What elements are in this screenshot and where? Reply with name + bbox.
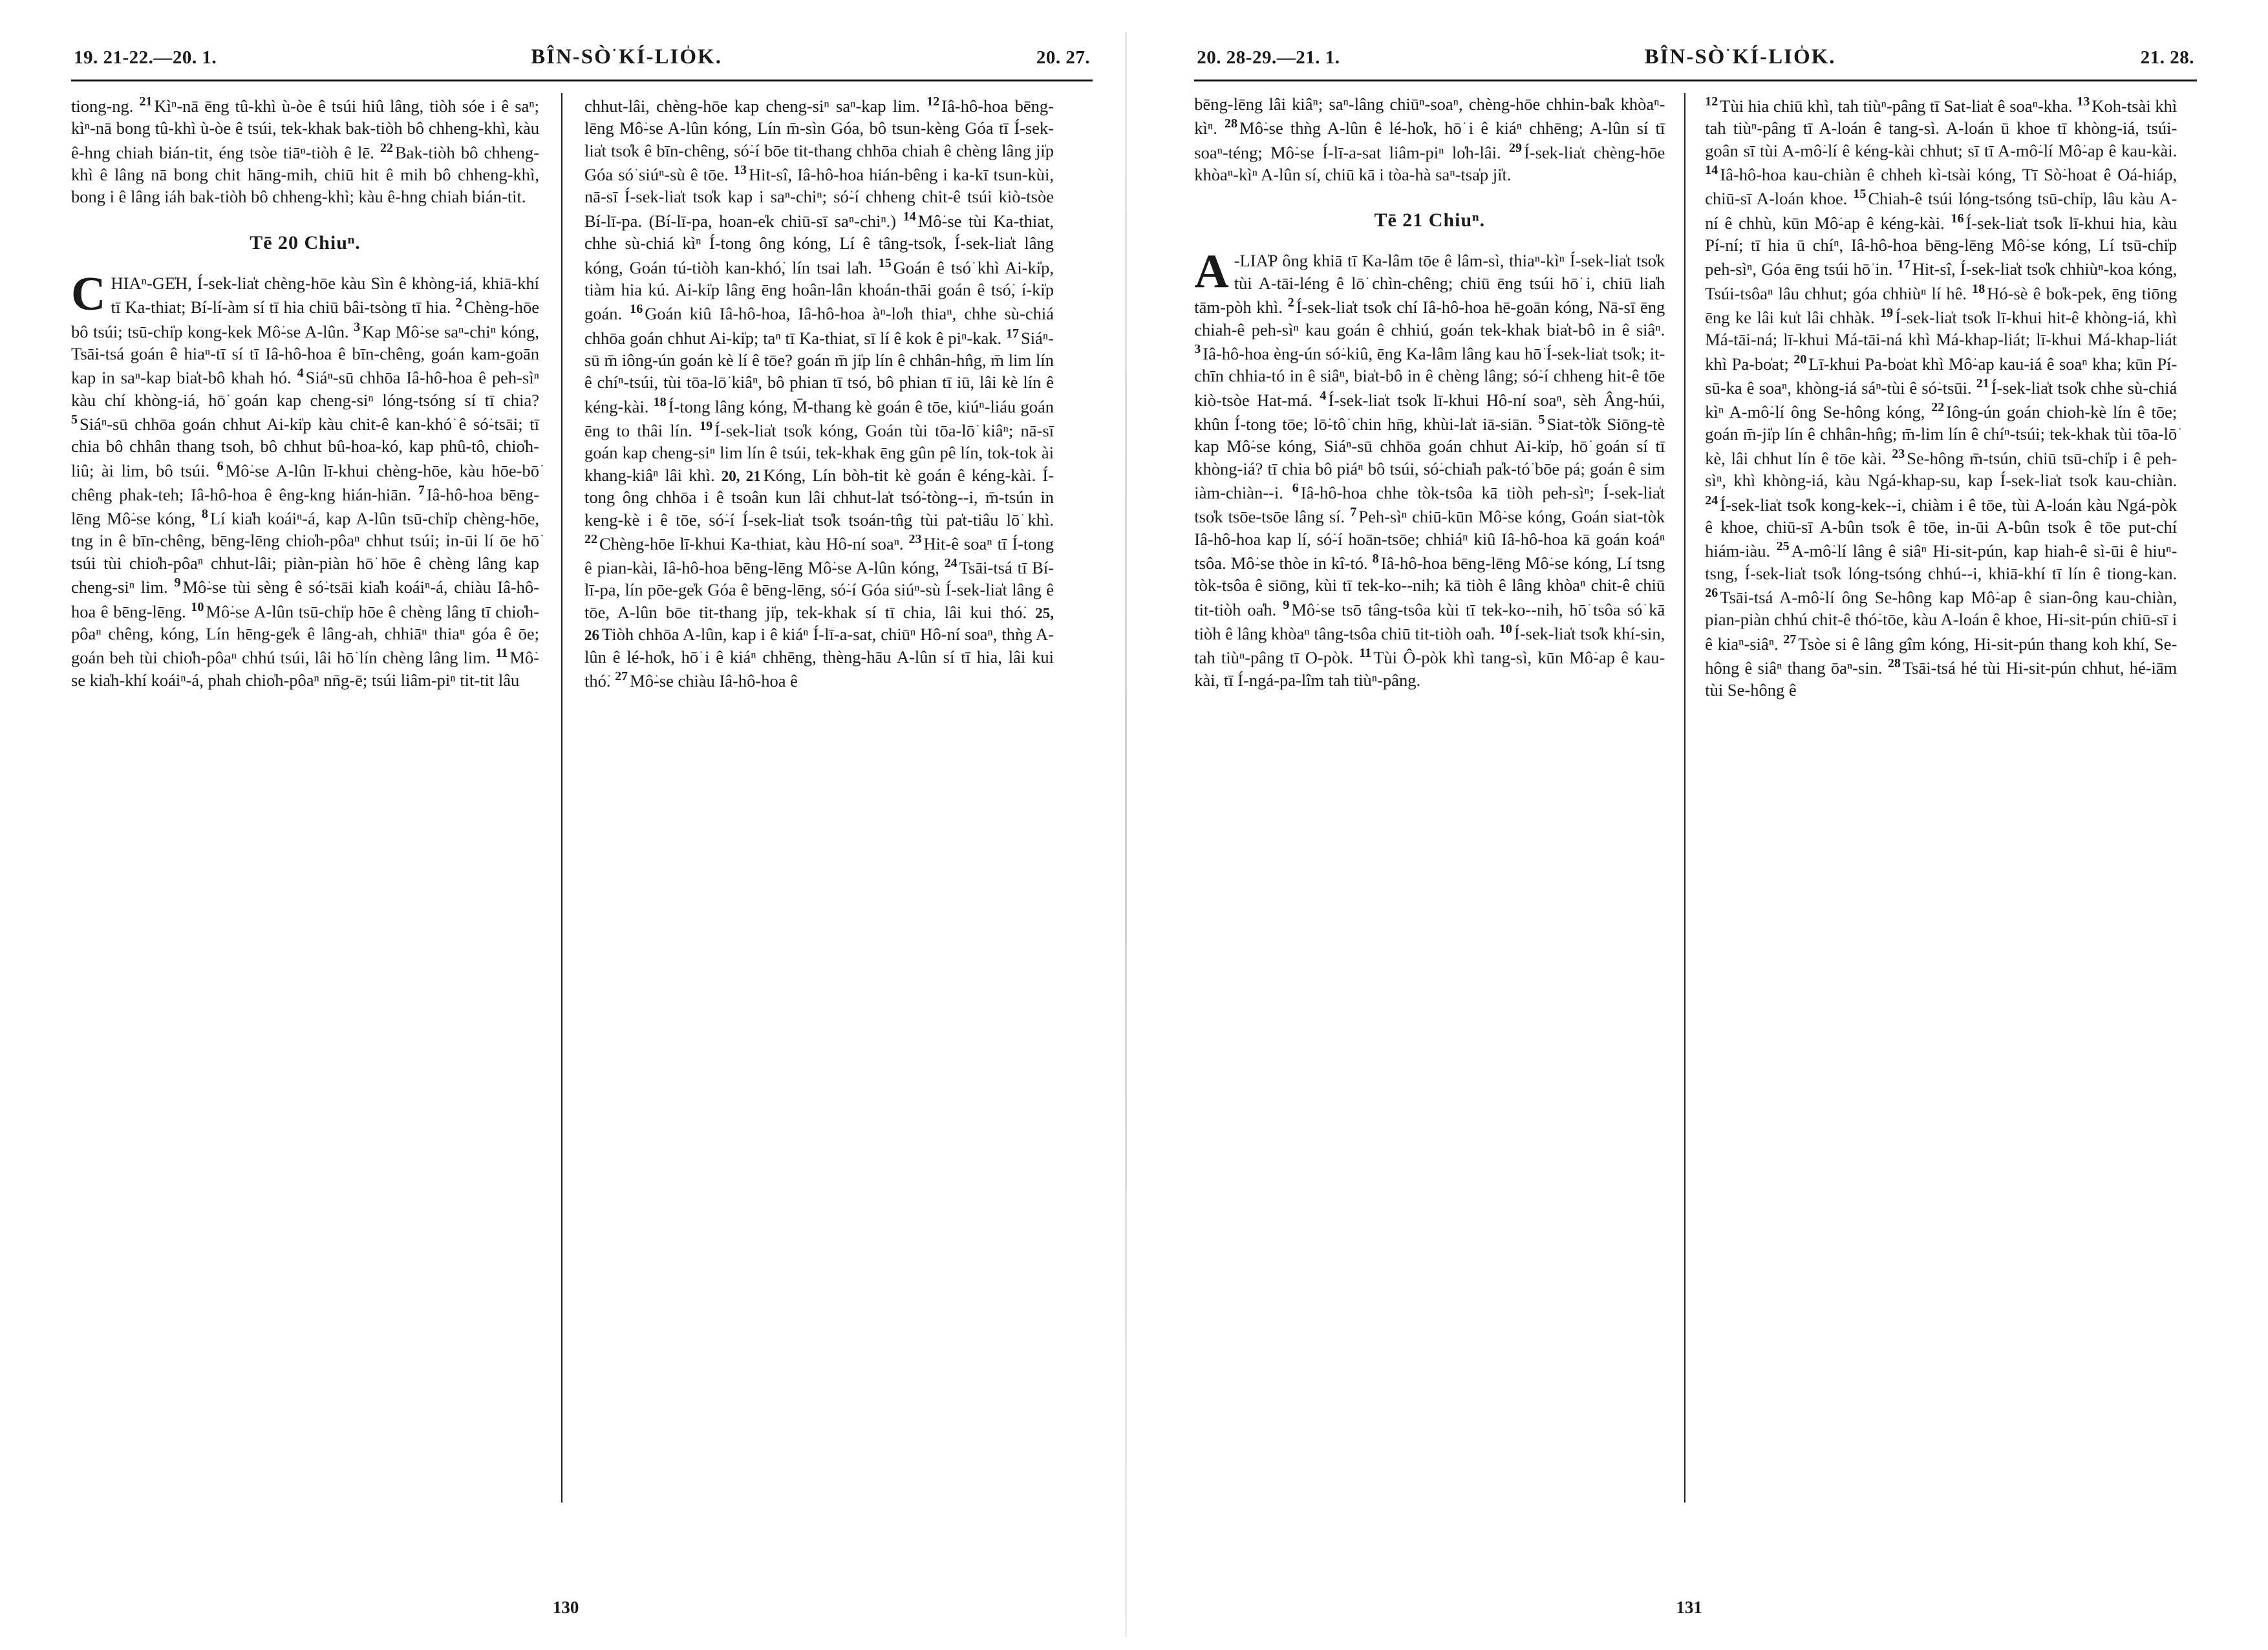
- paragraph: [1194, 245, 1665, 691]
- verse-number-6: 6: [217, 458, 224, 473]
- right-page-number: 131: [1676, 1598, 1702, 1617]
- verse-number-10: 10: [1499, 622, 1512, 637]
- right-column-2: [1685, 93, 2177, 1503]
- verse-text-11: Mô͘-se kia̍h-khí koáiⁿ-á, phah chio̍h-pôaⁿ nn̄g-ē; tsúi liâm-piⁿ tit-tit lâu: [71, 648, 539, 690]
- verse-text-23: Se-hông m̄-tsún, chiū tsū-chi̍p i ê peh-sìⁿ, khì khòng-iá, kàu Ngá-khap-su, kap Í-sek-lia̍t tso̍k kau-chiàn.: [1705, 448, 2177, 491]
- verse-number-5: 5: [71, 412, 78, 427]
- left-page: [39, 45, 1118, 1624]
- verse-text-3: Kap Mô͘-se saⁿ-chiⁿ kóng, Tsāi-tsá goán ê hiaⁿ-tī sí tī Iâ-hô-hoa ê bīn-chêng, goán kam-goān kap in saⁿ-kap bia̍t-bô khah hó.: [71, 321, 540, 388]
- verse-number-7: 7: [418, 482, 425, 497]
- verse-number-12: 12: [926, 94, 940, 109]
- verse-text-24: Í-sek-lia̍t tso̍k kong-kek--i, chiàm i ê tōe, tùi A-loán kàu Ngá-pòk ê khoe, chiū-sī A-bûn tso̍k ê tōe, in-ūi A-bûn tso̍k ê tōe put-chí hiám-iàu.: [1705, 495, 2177, 561]
- verse-text-22: Iông-ún goán chioh-kè lín ê tōe; goán m̄-ji̍p lín ê chhân-hn̂g; m̄-lim lín ê chíⁿ-tsúi; tek-khak tùi tōa-lō͘ kè, lâi chhut lín ê tōe kài.: [1705, 402, 2177, 468]
- paragraph: [1194, 93, 1665, 186]
- verse-text-23: Hit-ê soaⁿ tī Í-tong ê pian-kài, Iâ-hô-hoa bēng-lēng Mô͘-se A-lûn kóng,: [584, 533, 1054, 578]
- verse-text-21: Í-sek-lia̍t tso̍k chhe sù-chiá kìⁿ A-mô͘-lí ông Se-hông kóng,: [1705, 378, 2177, 422]
- verse-text-14: Iâ-hô-hoa kau-chiàn ê chheh kì-tsài kóng, Tī Sò͘-hoat ê Oá-hiáp, chiū-sī A-loán khoe.: [1705, 164, 2177, 209]
- verse-number-14: 14: [1705, 163, 1718, 178]
- left-head-title: BÎN-SÒ͘ KÍ-LIO̍K.: [531, 45, 722, 69]
- verse-text-12: Iâ-hô-hoa bēng-lēng Mô͘-se A-lûn kóng, Lín m̄-sìn Góa, bô tsun-kèng Góa tī Í-sek-lia̍t tso̍k ê bīn-chêng, só͘-í bōe tit-thang chhōa chiah ê chèng lâng ji̍p Góa só͘ siúⁿ-sù ê tōe.: [584, 96, 1054, 184]
- verse-number-25: 25: [1776, 539, 1790, 554]
- right-head-reference: 20. 28-29.—21. 1.: [1197, 47, 1340, 68]
- verse-number-25-26: 25, 26: [584, 605, 1054, 644]
- verse-number-21: 21: [1976, 376, 1989, 391]
- paragraph: [71, 267, 540, 691]
- verse-text-28: Tsāi-tsá hé tùi Hi-sit-pún chhut, hé-iām tùi Se-hông ê: [1705, 658, 2177, 700]
- verse-text-6: Mô͘-se A-lûn lī-khui chèng-hōe, kàu hōe-bō͘ chêng phak-teh; Iâ-hô-hoa ê êng-kng hián-hiān.: [71, 460, 540, 504]
- verse-text-4: Siáⁿ-sū chhōa Iâ-hô-hoa ê peh-sìⁿ kàu chí khòng-iá, hō͘ goán kap cheng-siⁿ lóng-tsóng sí tī chia?: [71, 368, 539, 410]
- verse-text-5: Siat-tò̍k Siōng-tè kap Mô͘-se kóng, Siáⁿ-sū chhōa goán chhut Ai-ki̍p, hō͘ goán sí tī khòng-iá? tī chia bô piáⁿ bô tsúi, só͘-chia̍h pa̍k-tó͘ bōe pá; goán ê sim iàm-chiàn--i.: [1194, 414, 1665, 502]
- verse-text-17: Hit-sî, Í-sek-lia̍t tso̍k chhiùⁿ-koa kóng, Tsúi-tsôaⁿ lâu chhut; góa chhiùⁿ lí hê.: [1705, 259, 2177, 303]
- verse-text-19: Í-sek-lia̍t tso̍k lī-khui hit-ê khòng-iá, khì Má-tāi-ná; lī-khui Má-tāi-ná khì Má-khap-liát; lī-khui Má-khap-liát khì Pa-bo̍at;: [1705, 307, 2177, 374]
- verse-number-11: 11: [495, 646, 508, 661]
- verse-text-13: Koh-tsài khì tah tiùⁿ-pâng tī A-loán ê tang-sì. A-loán ū khoe tī khòng-iá, tsúi-goân sī tùi A-mô͘-lí ê kéng-kài chhut; sī tī A-mô͘-lí Mô͘-ap ê kau-kài.: [1705, 96, 2177, 160]
- verse-number-5: 5: [1538, 412, 1545, 427]
- verse-text-20: Lī-khui Pa-bo̍at khì Mô͘-ap kau-iá ê soaⁿ kha; kūn Pí-sū-ka ê soaⁿ, khòng-iá sáⁿ-tùi ê só͘-tsūi.: [1705, 354, 2177, 398]
- right-page: [1149, 45, 2229, 1624]
- verse-number-23: 23: [908, 531, 922, 546]
- verse-text-1: -LIA̍P ông khiā tī Ka-lâm tōe ê lâm-sì, thiaⁿ-kìⁿ Í-sek-lia̍t tso̍k tùi A-tāi-léng ê lō͘ chìn-chêng; chiū ēng tsúi hō͘ i, chiū lia̍h tām-pòh khì.: [1194, 251, 1665, 317]
- verse-number-3: 3: [1194, 341, 1201, 356]
- drop-cap: A: [1194, 245, 1229, 299]
- verse-number-4: 4: [1320, 388, 1327, 403]
- verse-number-22: 22: [584, 531, 597, 546]
- verse-text-11: Tùi Ô-pòk khì tang-sì, kūn Mô͘-ap ê kau-kài, tī Í-ngá-pa-lîm tah tiùⁿ-pâng.: [1194, 648, 1665, 690]
- verse-text-7: Peh-sìⁿ chiū-kūn Mô͘-se kóng, Goán siat-tòk Iâ-hô-hoa kap lí, só͘-í hoān-tsōe; chhiáⁿ kiû Iâ-hô-hoa kā goán koáⁿ tsôa. Mô͘-se thòe in kî-tó.: [1194, 507, 1665, 573]
- left-head-reference-right: 20. 27.: [1036, 47, 1091, 68]
- verse-text-25: A-mô͘-lí lâng ê siâⁿ Hi-sit-pún, kap hiah-ê sì-ūi ê hiuⁿ-tsng, Í-sek-lia̍t tso̍k lóng-tsóng chhú--i, khiā-khí tī lín ê tiong-kan.: [1705, 541, 2177, 583]
- verse-number-17: 17: [1005, 326, 1019, 341]
- drop-cap: C: [71, 267, 106, 321]
- verse-text-12: Tùi hia chiū khì, tah tiùⁿ-pâng tī Sat-lia̍t ê soaⁿ-kha.: [1720, 96, 2073, 116]
- verse-number-2: 2: [455, 295, 462, 310]
- verse-number-10: 10: [191, 599, 204, 614]
- left-page-number: 130: [552, 1598, 579, 1617]
- left-head-reference: 19. 21-22.—20. 1.: [74, 47, 217, 68]
- verse-text-2: Chèng-hōe bô tsúi; tsū-chi̍p kong-kek Mô͘-se A-lûn.: [71, 297, 539, 341]
- verse-number-8: 8: [1372, 552, 1379, 566]
- verse-text-29: Í-sek-lia̍t chèng-hōe khòaⁿ-kìⁿ A-lûn sí, chiū kā i tòa-hà saⁿ-tsa̍p ji̍t.: [1194, 142, 1665, 184]
- verse-number-28: 28: [1887, 656, 1901, 670]
- right-head-title: BÎN-SÒ͘ KÍ-LIO̍K.: [1644, 45, 1836, 69]
- verse-text-5: Siáⁿ-sū chhōa goán chhut Ai-ki̍p kàu chit-ê kan-khó͘ ê só͘-tsāi; tī chia bô chhân thang tsoh, bô chhut bû-hoa-kó, kap phû-tô, chio̍h-liû; ài lim, bô tsúi.: [71, 414, 539, 480]
- left-column-1: [71, 93, 562, 1503]
- verse-number-19: 19: [700, 418, 713, 433]
- verse-number-15: 15: [1853, 187, 1867, 202]
- verse-number-20: 20: [1793, 352, 1807, 367]
- verse-number-13: 13: [733, 163, 747, 178]
- verse-text-28: Mô͘-se thǹg A-lûn ê lé-ho̍k, hō͘ i ê kiáⁿ chhēng; A-lûn sí tī soaⁿ-téng; Mô͘-se Í-lī-a-sat liâm-piⁿ lo̍h-lâi.: [1194, 118, 1665, 162]
- verse-number-26: 26: [1705, 585, 1718, 600]
- verse-number-24: 24: [1705, 493, 1718, 508]
- verse-text-25-26: Tiòh chhōa A-lûn, kap i ê kiáⁿ Í-lī-a-sat, chiūⁿ Hô-ní soaⁿ, thǹg A-lûn ê lé-ho̍k, hō͘ i ê kiáⁿ chhēng, thèng-hāu A-lûn sí tī hia, lâi kui thó͘.: [584, 625, 1054, 691]
- right-running-head: [1194, 45, 2197, 81]
- verse-text-17: Siáⁿ-sū m̄ iông-ún goán kè lí ê tōe? goán m̄ ji̍p lín ê chhân-hn̂g, m̄ lim lín ê chíⁿ-tsúi, tùi tōa-lō͘ kiâⁿ, bô phian tī tsó, bô phian tī iū, lâi kè lín ê kéng-kài.: [584, 328, 1054, 416]
- continuation-text: bēng-lēng lâi kiâⁿ; saⁿ-lâng chiūⁿ-soaⁿ, chèng-hōe chhin-ba̍k khòaⁿ-kìⁿ.: [1194, 94, 1665, 138]
- left-running-head: [71, 45, 1093, 81]
- verse-text-15: Chiah-ê tsúi lóng-tsóng tsū-chi̍p, lâu kàu A-ní ê chhù, kūn Mô͘-ap ê kéng-kài.: [1705, 189, 2177, 233]
- verse-text-24: Tsāi-tsá tī Bí-lī-pa, lín pōe-ge̍k Góa ê bēng-lēng, só͘-í Góa siúⁿ-sù Í-sek-lia̍t lâng ê tōe, A-lûn bōe tit-thang ji̍p, tek-khak sí tī chia, lâi kui thó͘.: [584, 558, 1054, 622]
- verse-number-12: 12: [1705, 94, 1718, 109]
- right-column-1: [1194, 93, 1685, 1503]
- verse-number-22: 22: [1931, 400, 1945, 415]
- verse-number-2: 2: [1287, 295, 1294, 310]
- verse-number-27: 27: [615, 669, 628, 684]
- verse-number-8: 8: [201, 507, 208, 522]
- paragraph: [1705, 93, 2177, 702]
- verse-text-15: Goán ê tsó͘ khì Ai-ki̍p, tiàm hia kú. Ai-ki̍p lâng ēng hoân-lân khoán-thāi goán ê tsó͘, í-ki̍p goán.: [584, 257, 1054, 324]
- verse-text-26: Tsāi-tsá A-mô͘-lí ông Se-hông kap Mô͘-ap ê sian-ông kau-chiàn, pian-piàn chhú chit-ê thó͘-tōe, kàu A-loán ê khoe, Hi-sit-pún chiū-sī i ê kiaⁿ-siâⁿ.: [1705, 587, 2177, 654]
- verse-text-4: Í-sek-lia̍t tso̍k lī-khui Hô-ní soaⁿ, sèh Âng-húi, khûn Í-tong tōe; lō͘-tô͘ chin hn̄g, khùi-la̍t iā-siān.: [1194, 390, 1665, 434]
- verse-text-13: Hit-sî, Iâ-hô-hoa hián-bêng i ka-kī tsun-kùi, nā-sī Í-sek-lia̍t tso̍k kap i saⁿ-chiⁿ; só͘-í chheng chit-ê tsúi kiò-tsòe Bí-lī-pa. (Bí-lī-pa, hoan-e̍k chiū-sī saⁿ-chiⁿ.): [584, 164, 1054, 231]
- verse-number-6: 6: [1292, 481, 1299, 496]
- verse-number-15: 15: [878, 255, 892, 270]
- verse-text-16: Í-sek-lia̍t tso̍k lī-khui hia, kàu Pí-ní; tī hia ū chíⁿ, Iâ-hô-hoa bēng-lēng Mô͘-se kóng, Lí tsū-chi̍p peh-sìⁿ, Góa ēng tsúi hō͘ in.: [1705, 213, 2177, 279]
- chapter-heading-20: Tē 20 Chiuⁿ.: [250, 231, 361, 253]
- left-columns: [71, 93, 1093, 1503]
- verse-text-10: Mô͘-se A-lûn tsū-chi̍p hōe ê chèng lâng tī chio̍h-pôaⁿ chêng, kóng, Lín hēng-ge̍k ê lâng-ah, chhiāⁿ thiaⁿ góa ê ōe; goán beh tùi chio̍h-pôaⁿ chhú tsúi, lâi hō͘ lín chèng lâng lim.: [71, 601, 540, 668]
- verse-number-19: 19: [1880, 305, 1894, 320]
- verse-number-14: 14: [903, 209, 916, 224]
- verse-text-22: Bak-tiòh bô chheng-khì ê lâng nā bong chit hāng-mih, chiū hit ê mih bô chheng-khì, bong i ê lâng iáh bak-tiòh bô chheng-khì; kàu ê-hng chiah bián-tit.: [71, 142, 539, 207]
- verse-text-10: Í-sek-lia̍t tso̍k khí-sin, tah tiùⁿ-pâng tī O-pòk.: [1194, 623, 1665, 668]
- chapter-heading-21: Tē 21 Chiuⁿ.: [1374, 209, 1486, 231]
- verse-text-2: Í-sek-lia̍t tso̍k chí Iâ-hô-hoa hē-goān kóng, Nā-sī ēng chiah-ê peh-sìⁿ kau goán ê chhiú, goán tek-khak bia̍t-bô in ê siâⁿ.: [1194, 297, 1665, 339]
- verse-number-18: 18: [653, 394, 667, 409]
- verse-text-7: Iâ-hô-hoa bēng-lēng Mô͘-se kóng,: [71, 484, 539, 529]
- verse-number-7: 7: [1350, 505, 1357, 520]
- verse-text-18: Í-tong lâng kóng, M̄-thang kè goán ê tōe, kiúⁿ-liáu goán ēng to thâi lín.: [584, 396, 1054, 440]
- verse-text-27: Tsòe si ê lâng gîm kóng, Hi-sit-pún thang koh khí, Se-hông ê siâⁿ thang ōaⁿ-sin.: [1705, 634, 2177, 678]
- verse-number-18: 18: [1972, 281, 1985, 296]
- right-head-reference-right: 21. 28.: [2140, 47, 2194, 68]
- verse-text-6: Iâ-hô-hoa chhe tòk-tsôa kā tiòh peh-sìⁿ; Í-sek-lia̍t tso̍k tsōe-tsōe lâng sí.: [1194, 482, 1665, 527]
- verse-number-4: 4: [297, 366, 304, 381]
- verse-text-16: Goán kiû Iâ-hô-hoa, Iâ-hô-hoa àⁿ-lo̍h thiaⁿ, chhe sù-chiá chhōa goán chhut Ai-ki̍p; taⁿ tī Ka-thiat, sī lí ê kok ê piⁿ-kak.: [584, 304, 1054, 348]
- verse-number-3: 3: [354, 319, 361, 334]
- verse-text-27: Mô͘-se chiàu Iâ-hô-hoa ê: [630, 671, 798, 691]
- verse-number-16: 16: [630, 302, 643, 317]
- verse-text-8: Lí kia̍h koáiⁿ-á, kap A-lûn tsū-chi̍p chèng-hōe, tng in ê bīn-chêng, bēng-lēng chio̍h-pôaⁿ chhut tsúi; in-ūi lí ōe hō͘ tsúi tùi chio̍h-pôaⁿ chhut-lâi; piàn-piàn hō͘ hōe ê chèng lâng kap cheng-siⁿ lim.: [71, 509, 540, 597]
- verse-text-3: Iâ-hô-hoa èng-ún só͘-kiû, ēng Ka-lâm lâng kau hō͘ Í-sek-lia̍t tso̍k; it-chīn chhia-tó in ê siâⁿ, bia̍t-bô in ê chèng lâng; só͘-í chheng hit-ê tōe kiò-tsòe Hat-má.: [1194, 343, 1665, 410]
- paragraph: [584, 93, 1054, 692]
- continuation-text: chhut-lâi, chèng-hōe kap cheng-siⁿ saⁿ-kap lim.: [584, 96, 920, 116]
- verse-number-29: 29: [1508, 140, 1522, 155]
- verse-text-18: Hó-sè ê bo̍k-pek, ēng tiōng ēng ke lâi ku̍t lâi chhàk.: [1705, 283, 2177, 327]
- verse-text-9: Mô͘-se tùi sèng ê só͘-tsāi kia̍h koáiⁿ-á, chiàu Iâ-hô-hoa ê bēng-lēng.: [71, 577, 540, 621]
- verse-number-23: 23: [1892, 446, 1905, 461]
- left-column-2: [562, 93, 1054, 1503]
- verse-number-28: 28: [1225, 116, 1238, 131]
- paragraph: [71, 93, 539, 208]
- verse-text-21: Kìⁿ-nā ēng tû-khì ù-òe ê tsúi hiû lâng, tiòh sóe i ê saⁿ; kìⁿ-nā bong tû-khì ù-òe ê tsúi, tek-khak bak-tiòh bô chheng-khì, kàu ê-hng chiah bián-tit, éng tsòe tiāⁿ-tiòh ê lē.: [71, 96, 539, 162]
- verse-number-9: 9: [1283, 597, 1290, 612]
- book-gutter: [1118, 45, 1149, 1624]
- verse-number-13: 13: [2077, 94, 2090, 109]
- right-columns: [1194, 93, 2197, 1503]
- verse-text-8: Iâ-hô-hoa bēng-lēng Mô͘-se kóng, Lí tsng tòk-tsôa ê siōng, kùi tī tek-ko--nih; kā tiòh ê lâng khòaⁿ chit-ê chiū tit-tiòh oa̍h.: [1194, 553, 1665, 619]
- verse-text-1: HIAⁿ-GE̍H, Í-sek-lia̍t chèng-hōe kàu Sìn ê khòng-iá, khiā-khí tī Ka-thiat; Bí-lí-àm sí tī hia chiū bâi-tsòng tī hia.: [111, 273, 539, 317]
- verse-text-22: Chèng-hōe lī-khui Ka-thiat, kàu Hô-ní soaⁿ.: [599, 533, 904, 553]
- verse-text-20-21: Kóng, Lín bòh-tit kè goán ê kéng-kài. Í-tong ông chhōa i ê tsoân kun lâi chhut-la̍t tsó͘-tòng--i, m̄-tsún in keng-kè i ê tōe, só͘-í Í-sek-lia̍t tso̍k tsoán-tn̂g tùi pa̍t-tiâu lō͘ khì.: [584, 465, 1054, 530]
- verse-number-11: 11: [1359, 646, 1372, 661]
- verse-number-27: 27: [1783, 632, 1797, 647]
- verse-text-19: Í-sek-lia̍t tso̍k kóng, Goán tùi tōa-lō͘ kiâⁿ; nā-sī goán kap cheng-siⁿ lim lín ê tsúi, tek-khak ēng gûn pê lín, tok-tok ài khang-kiâⁿ lâi khì.: [584, 420, 1054, 485]
- verse-text-14: Mô͘-se tùi Ka-thiat, chhe sù-chiá kìⁿ Í-tong ông kóng, Lí ê tâng-tso̍k, Í-sek-lia̍t lâng kóng, Goán tú-tiòh kan-khó͘, lín tsai la̍h.: [584, 211, 1054, 277]
- verse-number-22: 22: [380, 140, 393, 155]
- verse-number-20-21: 20, 21: [721, 467, 761, 484]
- catchword-top: tiong-ng.: [71, 96, 134, 116]
- verse-number-24: 24: [944, 556, 957, 571]
- verse-number-21: 21: [139, 94, 153, 109]
- verse-number-9: 9: [174, 575, 181, 590]
- verse-number-16: 16: [1951, 211, 1964, 226]
- verse-number-17: 17: [1897, 257, 1910, 272]
- verse-text-9: Mô͘-se tsō tâng-tsôa kùi tī tek-ko--nih, hō͘ tsôa só͘ kā tiòh ê lâng khòaⁿ tâng-tsôa chiū tit-tiòh oa̍h.: [1194, 599, 1665, 643]
